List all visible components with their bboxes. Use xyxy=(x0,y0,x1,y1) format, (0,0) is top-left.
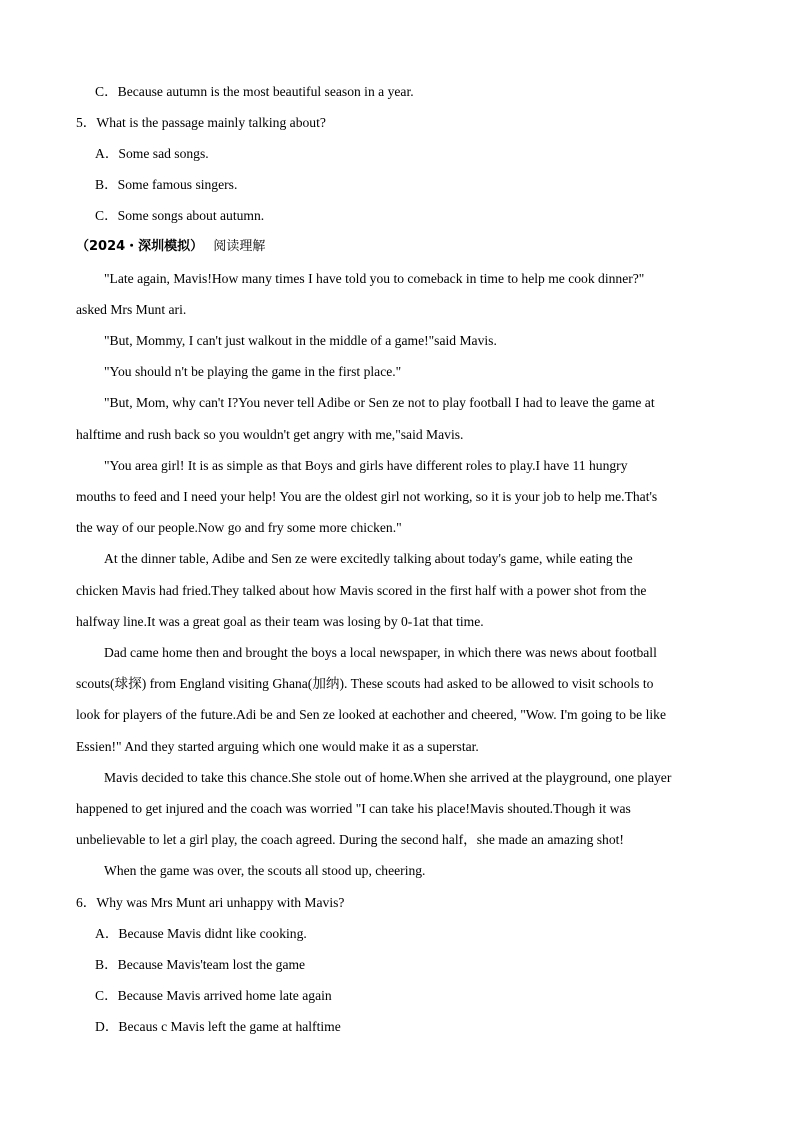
q6-option-d: D．Becaus c Mavis left the game at halftime xyxy=(95,1019,341,1034)
passage-source xyxy=(76,238,265,256)
passage-line: Mavis decided to take this chance.She stole out of home.When she arrived at the playground, one player xyxy=(104,770,672,785)
passage-line: look for players of the future.Adi be and Sen ze looked at eachother and cheered, "Wow. I'm going to be like xyxy=(76,707,666,722)
passage-line: Essien!" And they started arguing which one would make it as a superstar. xyxy=(76,739,479,754)
q5-option-c: C．Some songs about autumn. xyxy=(95,208,265,223)
passage-line: "But, Mommy, I can't just walkout in the middle of a game!"said Mavis. xyxy=(104,333,497,348)
q6-option-c: C．Because Mavis arrived home late again xyxy=(95,988,332,1003)
passage-line: When the game was over, the scouts all stood up, cheering. xyxy=(104,863,426,878)
passage-line: happened to get injured and the coach was worried "I can take his place!Mavis shouted.Though it was xyxy=(76,801,631,816)
passage-line: asked Mrs Munt ari. xyxy=(76,302,187,317)
source-prefix: （2024・深圳模拟） xyxy=(76,239,204,254)
q6-option-b: B．Because Mavis'team lost the game xyxy=(95,957,306,972)
passage-line: the way of our people.Now go and fry some more chicken." xyxy=(76,520,402,535)
passage-line: chicken Mavis had fried.They talked about how Mavis scored in the first half with a power shot from the xyxy=(76,583,647,598)
passage-line: At the dinner table, Adibe and Sen ze were excitedly talking about today's game, while eating the xyxy=(104,551,633,566)
passage-line: Dad came home then and brought the boys a local newspaper, in which there was news about football xyxy=(104,645,657,660)
passage-line: halftime and rush back so you wouldn't get angry with me,"said Mavis. xyxy=(76,427,464,442)
passage-line: "But, Mom, why can't I?You never tell Adibe or Sen ze not to play football I had to leave the game at xyxy=(104,395,655,410)
q4-option-c: C．Because autumn is the most beautiful season in a year. xyxy=(95,84,414,99)
passage-line: halfway line.It was a great goal as their team was losing by 0-1at that time. xyxy=(76,614,484,629)
passage-line: mouths to feed and I need your help! You are the oldest girl not working, so it is your job to help me.That's xyxy=(76,489,658,504)
passage-line: "Late again, Mavis!How many times I have told you to comeback in time to help me cook dinner?" xyxy=(104,271,645,286)
source-label: 阅读理解 xyxy=(213,239,266,254)
q6-question: 6．Why was Mrs Munt ari unhappy with Mavis? xyxy=(76,895,345,910)
passage-line: "You area girl! It is as simple as that Boys and girls have different roles to play.I have 11 hungry xyxy=(104,458,628,473)
q5-option-a: A．Some sad songs. xyxy=(95,146,209,161)
q5-question: 5．What is the passage mainly talking about? xyxy=(76,115,326,130)
passage-line: "You should n't be playing the game in the first place." xyxy=(104,364,402,379)
q6-option-a: A．Because Mavis didnt like cooking. xyxy=(95,926,307,941)
passage-line: unbelievable to let a girl play, the coach agreed. During the second half，she made an amazing shot! xyxy=(76,832,624,847)
q5-option-b: B．Some famous singers. xyxy=(95,177,238,192)
passage-line: scouts(球探) from England visiting Ghana(加纳). These scouts had asked to be allowed to visit schools to xyxy=(76,676,654,691)
